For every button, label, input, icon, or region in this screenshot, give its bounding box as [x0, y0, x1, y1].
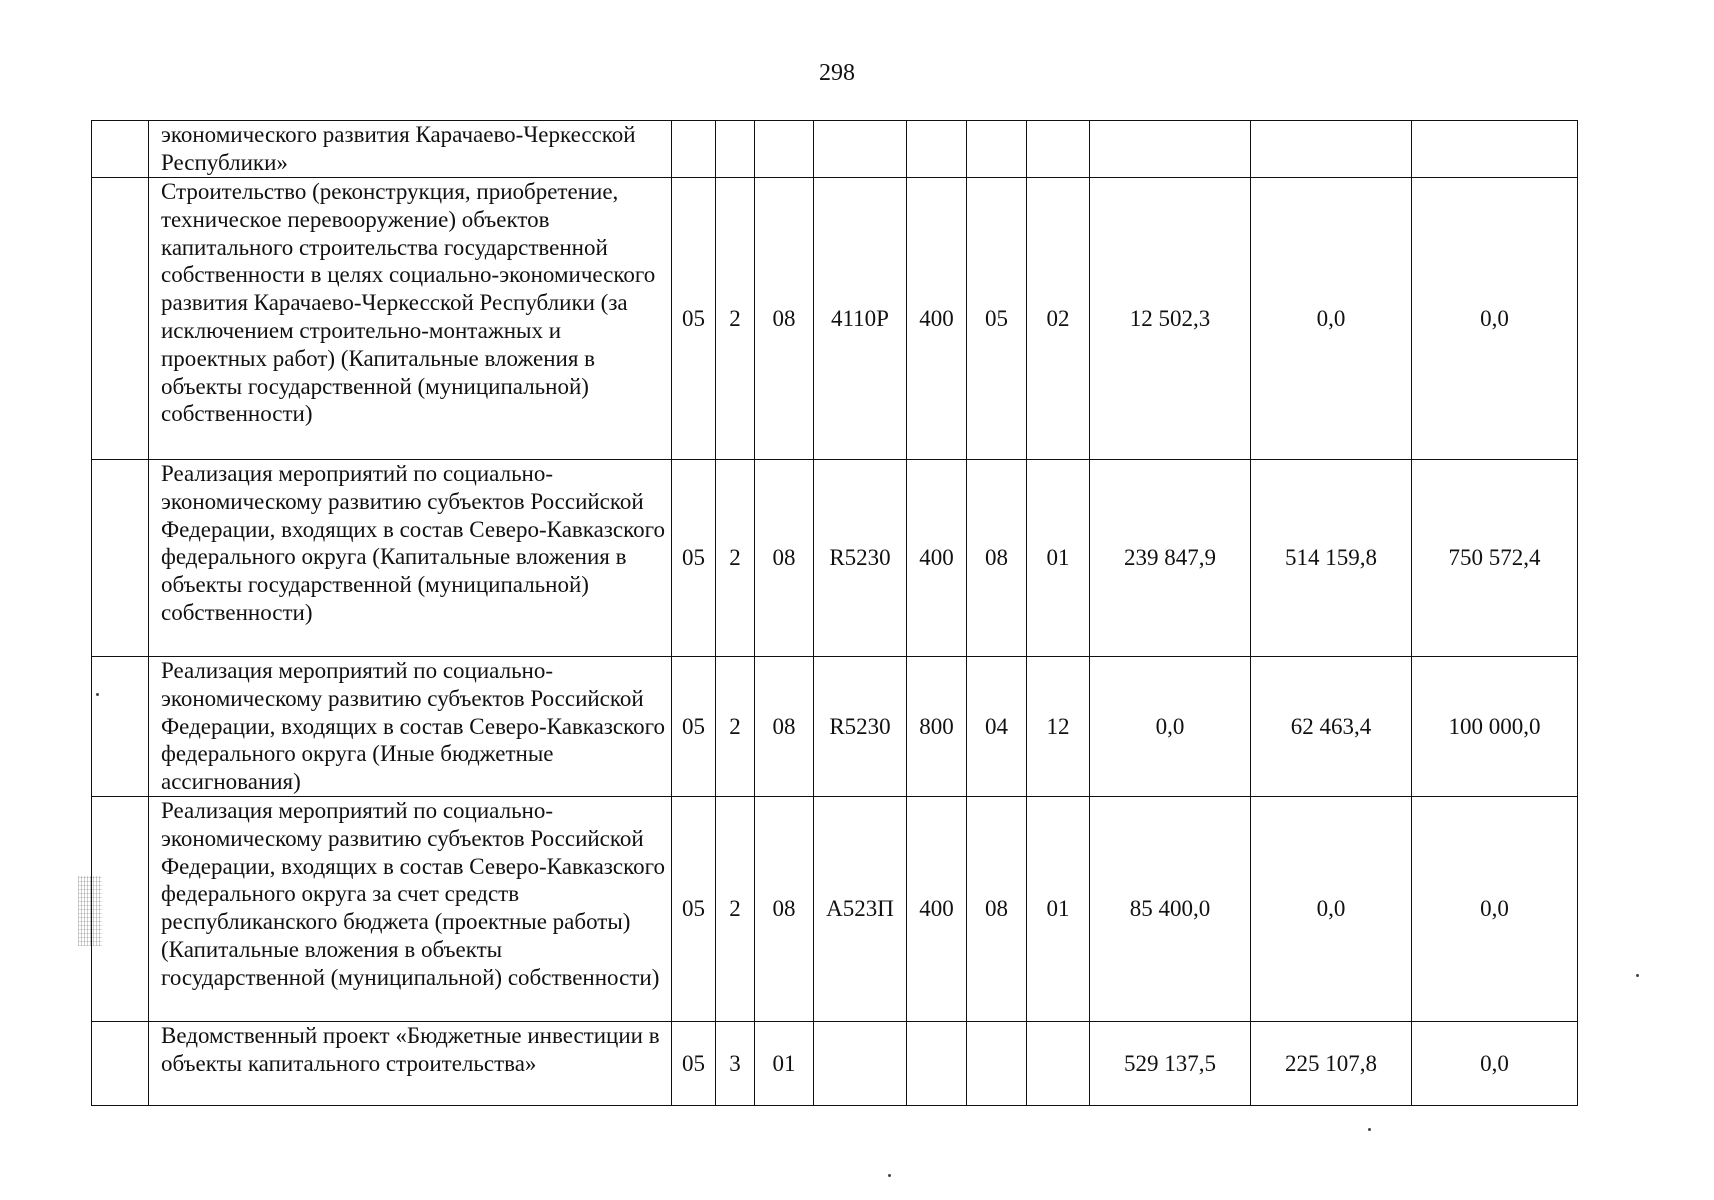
- code-cell: 05: [672, 1022, 716, 1106]
- code-cell: [672, 121, 716, 178]
- row-number-cell: [92, 657, 149, 797]
- code-cell: [967, 1022, 1027, 1106]
- amount-cell: 0,0: [1251, 178, 1412, 460]
- scan-dot: [888, 1174, 891, 1177]
- row-number-cell: [92, 460, 149, 657]
- table-row: [92, 1022, 1578, 1106]
- amount-cell: 0,0: [1090, 657, 1251, 797]
- amount-cell: 85 400,0: [1090, 797, 1251, 1022]
- code-cell: [716, 121, 755, 178]
- amount-cell: 239 847,9: [1090, 460, 1251, 657]
- amount-cell: 0,0: [1412, 1022, 1578, 1106]
- code-cell: 08: [967, 797, 1027, 1022]
- code-cell: [814, 121, 907, 178]
- code-cell: [755, 121, 814, 178]
- code-cell: [1027, 1022, 1090, 1106]
- code-cell: 08: [967, 460, 1027, 657]
- code-cell: [907, 1022, 967, 1106]
- amount-cell: 0,0: [1251, 797, 1412, 1022]
- row-number-cell: [92, 178, 149, 460]
- code-cell: 400: [907, 797, 967, 1022]
- code-cell: 05: [672, 657, 716, 797]
- code-cell: [1027, 121, 1090, 178]
- code-cell: 01: [1027, 797, 1090, 1022]
- amount-cell: 0,0: [1412, 797, 1578, 1022]
- amount-cell: 0,0: [1412, 178, 1578, 460]
- code-cell: 12: [1027, 657, 1090, 797]
- code-cell: [814, 1022, 907, 1106]
- table-row: [92, 121, 1578, 178]
- code-cell: R5230: [814, 460, 907, 657]
- description-cell: Реализация мероприятий по социально-экономическому развитию субъектов Российской Федерации, входящих в состав Северо-Кавказского федерального округа (Иные бюджетные ассигнования): [149, 657, 672, 797]
- amount-cell: 750 572,4: [1412, 460, 1578, 657]
- code-cell: 3: [716, 1022, 755, 1106]
- amount-cell: [1090, 121, 1251, 178]
- amount-cell: 529 137,5: [1090, 1022, 1251, 1106]
- table-row: [92, 657, 1578, 797]
- code-cell: 08: [755, 657, 814, 797]
- table-row: [92, 797, 1578, 1022]
- code-cell: А523П: [814, 797, 907, 1022]
- code-cell: 2: [716, 178, 755, 460]
- row-number-cell: [92, 121, 149, 178]
- code-cell: 04: [967, 657, 1027, 797]
- amount-cell: [1412, 121, 1578, 178]
- code-cell: 4110Р: [814, 178, 907, 460]
- code-cell: 05: [967, 178, 1027, 460]
- row-number-cell: [92, 1022, 149, 1106]
- code-cell: 2: [716, 460, 755, 657]
- table-row: [92, 178, 1578, 460]
- scan-dot: [1368, 1128, 1371, 1131]
- scan-artifact: [78, 876, 102, 946]
- code-cell: 2: [716, 797, 755, 1022]
- code-cell: 01: [755, 1022, 814, 1106]
- page-number: 298: [819, 60, 855, 86]
- scan-dot: [1636, 974, 1639, 977]
- code-cell: 08: [755, 797, 814, 1022]
- scan-dot: [96, 693, 99, 696]
- code-cell: 2: [716, 657, 755, 797]
- amount-cell: 225 107,8: [1251, 1022, 1412, 1106]
- amount-cell: 100 000,0: [1412, 657, 1578, 797]
- budget-table: [91, 120, 1578, 1106]
- code-cell: 800: [907, 657, 967, 797]
- table-row: [92, 460, 1578, 657]
- amount-cell: 12 502,3: [1090, 178, 1251, 460]
- code-cell: 08: [755, 178, 814, 460]
- code-cell: 08: [755, 460, 814, 657]
- description-cell: Реализация мероприятий по социально-экономическому развитию субъектов Российской Федерации, входящих в состав Северо-Кавказского федерального округа за счет средств республиканского бюджета (проектные работы) (Капитальные вложения в объекты государственной (муниципальной) собственности): [149, 797, 672, 1022]
- code-cell: 400: [907, 178, 967, 460]
- code-cell: R5230: [814, 657, 907, 797]
- amount-cell: [1251, 121, 1412, 178]
- code-cell: 05: [672, 797, 716, 1022]
- description-cell: Реализация мероприятий по социально-экономическому развитию субъектов Российской Федерации, входящих в состав Северо-Кавказского федерального округа (Капитальные вложения в объекты государственной (муниципальной) собственности): [149, 460, 672, 657]
- description-cell: Строительство (реконструкция, приобретение, техническое перевооружение) объектов капитального строительства государственной собственности в целях социально-экономического развития Карачаево-Черкесской Республики (за исключением строительно-монтажных и проектных работ) (Капитальные вложения в объекты государственной (муниципальной) собственности): [149, 178, 672, 460]
- description-cell: экономического развития Карачаево-Черкесской Республики»: [149, 121, 672, 178]
- code-cell: 05: [672, 460, 716, 657]
- code-cell: 01: [1027, 460, 1090, 657]
- code-cell: 05: [672, 178, 716, 460]
- description-cell: Ведомственный проект «Бюджетные инвестиции в объекты капитального строительства»: [149, 1022, 672, 1106]
- amount-cell: 514 159,8: [1251, 460, 1412, 657]
- code-cell: 02: [1027, 178, 1090, 460]
- amount-cell: 62 463,4: [1251, 657, 1412, 797]
- code-cell: [907, 121, 967, 178]
- code-cell: 400: [907, 460, 967, 657]
- code-cell: [967, 121, 1027, 178]
